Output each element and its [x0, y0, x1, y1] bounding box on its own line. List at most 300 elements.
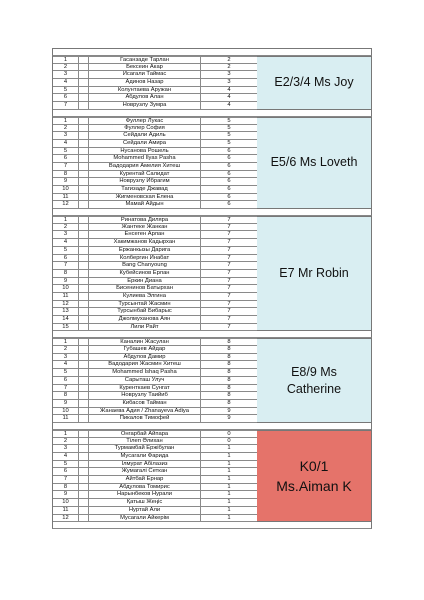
empty-cell: [79, 171, 89, 178]
empty-cell: [79, 324, 89, 331]
grade-cell: 7: [201, 239, 258, 246]
table-row: [53, 285, 258, 293]
empty-cell: [79, 408, 89, 415]
table-row: [53, 468, 258, 476]
grade-cell: 9: [201, 415, 258, 422]
empty-cell: [79, 178, 89, 185]
grade-cell: 7: [201, 217, 258, 223]
table-row: [53, 270, 258, 278]
table-row: [53, 255, 258, 263]
student-name: Гасанзаде Тарлан: [89, 57, 201, 63]
row-number: 2: [53, 224, 79, 231]
student-name: Абдулова Томирис: [89, 484, 201, 491]
student-name: Адинов Назар: [89, 79, 201, 86]
spacer-row: [52, 331, 372, 338]
empty-cell: [79, 453, 89, 460]
row-number: 10: [53, 285, 79, 292]
class-group: [52, 117, 372, 209]
grade-cell: 6: [201, 171, 258, 178]
table-row: [53, 155, 258, 163]
class-label: E7 Mr Robin: [257, 216, 372, 331]
table-row: [53, 415, 258, 423]
table-row: [53, 301, 258, 309]
row-number: 3: [53, 354, 79, 361]
table-row: [53, 224, 258, 232]
grade-cell: 5: [201, 118, 258, 124]
grade-cell: 1: [201, 515, 258, 522]
student-name: Тілеп Әлихан: [89, 438, 201, 445]
table-row: [53, 461, 258, 469]
student-name: Нусанова Рошель: [89, 148, 201, 155]
empty-cell: [79, 231, 89, 238]
student-name: Колбергин Инабат: [89, 255, 201, 262]
grade-cell: 0: [201, 431, 258, 437]
empty-cell: [79, 339, 89, 345]
table-row: [53, 125, 258, 133]
student-name: Сарыташ Улуч: [89, 377, 201, 384]
student-name: Сейдали Адиль: [89, 132, 201, 139]
grade-cell: 6: [201, 178, 258, 185]
empty-cell: [79, 346, 89, 353]
row-number: 10: [53, 408, 79, 415]
row-number: 5: [53, 461, 79, 468]
table-row: [53, 408, 258, 416]
row-number: 9: [53, 178, 79, 185]
table-row: [53, 346, 258, 354]
class-label: E8/9 Ms Catherine: [257, 338, 372, 423]
empty-cell: [79, 239, 89, 246]
table-row: [53, 515, 258, 523]
student-name: Кибасов Тайман: [89, 400, 201, 407]
class-group: [52, 430, 372, 522]
empty-cell: [79, 94, 89, 101]
row-number: 8: [53, 270, 79, 277]
row-number: 8: [53, 392, 79, 399]
grade-cell: 7: [201, 285, 258, 292]
class-group: [52, 338, 372, 423]
class-group: [52, 216, 372, 331]
empty-cell: [79, 515, 89, 522]
row-number: 13: [53, 308, 79, 315]
grade-cell: 4: [201, 87, 258, 94]
student-list: [52, 56, 258, 110]
empty-cell: [79, 431, 89, 437]
student-name: Новрузлу Ибрагим: [89, 178, 201, 185]
grade-cell: 7: [201, 293, 258, 300]
student-name: Абдулов Дамир: [89, 354, 201, 361]
empty-cell: [79, 217, 89, 223]
grade-cell: 8: [201, 377, 258, 384]
student-name: Новрузлу Таийиб: [89, 392, 201, 399]
student-name: Губашев Айдар: [89, 346, 201, 353]
spacer-row: [52, 110, 372, 117]
row-number: 12: [53, 515, 79, 522]
row-number: 6: [53, 377, 79, 384]
table-row: [53, 324, 258, 332]
empty-cell: [79, 102, 89, 109]
grade-cell: 8: [201, 354, 258, 361]
row-number: 10: [53, 186, 79, 193]
empty-cell: [79, 163, 89, 170]
empty-cell: [79, 499, 89, 506]
table-row: [53, 194, 258, 202]
table-row: [53, 71, 258, 79]
grade-cell: 7: [201, 324, 258, 331]
row-number: 2: [53, 125, 79, 132]
grade-cell: 3: [201, 71, 258, 78]
student-name: Mohammed Ilyas Pasha: [89, 155, 201, 162]
student-name: Онгарбай Айпара: [89, 431, 201, 437]
grade-cell: 1: [201, 461, 258, 468]
student-name: Каналин Жасулан: [89, 339, 201, 345]
table-row: [53, 499, 258, 507]
grade-cell: 6: [201, 201, 258, 208]
row-number: 6: [53, 94, 79, 101]
student-name: Вадодария Амелия Хитеш: [89, 163, 201, 170]
student-name: Абдулов Алан: [89, 94, 201, 101]
table-row: [53, 278, 258, 286]
grade-cell: 1: [201, 499, 258, 506]
row-number: 5: [53, 247, 79, 254]
table-row: [53, 64, 258, 72]
row-number: 5: [53, 87, 79, 94]
student-name: Bang Chanyoung: [89, 262, 201, 269]
empty-cell: [79, 461, 89, 468]
empty-cell: [79, 293, 89, 300]
empty-cell: [79, 140, 89, 147]
grade-cell: 8: [201, 385, 258, 392]
grade-cell: 0: [201, 438, 258, 445]
student-name: Мамай Айдын: [89, 201, 201, 208]
row-number: 8: [53, 171, 79, 178]
table-row: [53, 453, 258, 461]
student-name: Турсынбай Бибарыс: [89, 308, 201, 315]
grade-cell: 5: [201, 140, 258, 147]
row-number: 2: [53, 346, 79, 353]
student-name: Вадодария Жасмин Хитеш: [89, 361, 201, 368]
empty-cell: [79, 64, 89, 71]
grade-cell: 6: [201, 148, 258, 155]
empty-cell: [79, 255, 89, 262]
row-number: 11: [53, 293, 79, 300]
empty-cell: [79, 468, 89, 475]
student-name: Жумагалі Сеткан: [89, 468, 201, 475]
student-name: Айтбай Ернар: [89, 476, 201, 483]
table-row: [53, 132, 258, 140]
row-number: 15: [53, 324, 79, 331]
table-row: [53, 438, 258, 446]
row-number: 3: [53, 445, 79, 452]
grade-cell: 7: [201, 255, 258, 262]
row-number: 2: [53, 64, 79, 71]
student-name: Еркин Диана: [89, 278, 201, 285]
empty-cell: [79, 201, 89, 208]
table-row: [53, 507, 258, 515]
table-row: [53, 262, 258, 270]
table-row: [53, 385, 258, 393]
table-row: [53, 377, 258, 385]
empty-cell: [79, 476, 89, 483]
student-name: Исагали Таймас: [89, 71, 201, 78]
table-row: [53, 79, 258, 87]
empty-cell: [79, 415, 89, 422]
empty-cell: [79, 308, 89, 315]
table-row: [53, 476, 258, 484]
grade-cell: 6: [201, 186, 258, 193]
student-name: Куренткаев Сунгат: [89, 385, 201, 392]
grade-cell: 1: [201, 476, 258, 483]
class-group: [52, 56, 372, 110]
row-number: 6: [53, 468, 79, 475]
student-list: [52, 216, 258, 331]
row-number: 11: [53, 194, 79, 201]
empty-cell: [79, 316, 89, 323]
grade-cell: 4: [201, 102, 258, 109]
table-row: [53, 178, 258, 186]
grade-cell: 1: [201, 468, 258, 475]
student-name: Ержанкызы Дарига: [89, 247, 201, 254]
empty-cell: [79, 132, 89, 139]
row-number: 1: [53, 339, 79, 345]
row-number: 4: [53, 453, 79, 460]
grade-cell: 5: [201, 125, 258, 132]
student-name: Бисенинов Батырхан: [89, 285, 201, 292]
table-row: [53, 308, 258, 316]
grade-cell: 7: [201, 308, 258, 315]
grade-cell: 8: [201, 346, 258, 353]
grade-cell: 1: [201, 491, 258, 498]
row-number: 11: [53, 415, 79, 422]
table-row: [53, 354, 258, 362]
row-number: 5: [53, 369, 79, 376]
student-name: Кулиева Элгина: [89, 293, 201, 300]
empty-cell: [79, 79, 89, 86]
grade-cell: 7: [201, 270, 258, 277]
table-row: [53, 293, 258, 301]
empty-cell: [79, 392, 89, 399]
class-label: E2/3/4 Ms Joy: [257, 56, 372, 110]
table-row: [53, 201, 258, 209]
class-roster-sheet: [52, 48, 372, 529]
empty-cell: [79, 377, 89, 384]
table-row: [53, 338, 258, 346]
grade-cell: 1: [201, 507, 258, 514]
grade-cell: 2: [201, 64, 258, 71]
row-number: 9: [53, 278, 79, 285]
grade-cell: 1: [201, 445, 258, 452]
class-label: K0/1 Ms.Aiman K: [257, 430, 372, 522]
row-number: 7: [53, 102, 79, 109]
table-row: [53, 140, 258, 148]
row-number: 5: [53, 148, 79, 155]
table-row: [53, 56, 258, 64]
grade-cell: 7: [201, 224, 258, 231]
table-row: [53, 400, 258, 408]
spacer-row: [52, 48, 372, 56]
row-number: 4: [53, 239, 79, 246]
row-number: 7: [53, 476, 79, 483]
grade-cell: 8: [201, 339, 258, 345]
grade-cell: 7: [201, 301, 258, 308]
empty-cell: [79, 224, 89, 231]
student-name: Жигменовская Елена: [89, 194, 201, 201]
student-name: Бексеин Акар: [89, 64, 201, 71]
grade-cell: 8: [201, 400, 258, 407]
student-name: Лили Райт: [89, 324, 201, 331]
table-row: [53, 148, 258, 156]
grade-cell: 7: [201, 278, 258, 285]
student-name: Кубейсинов Ерлан: [89, 270, 201, 277]
table-row: [53, 87, 258, 95]
row-number: 3: [53, 132, 79, 139]
empty-cell: [79, 57, 89, 63]
table-row: [53, 239, 258, 247]
empty-cell: [79, 484, 89, 491]
table-row: [53, 216, 258, 224]
row-number: 6: [53, 155, 79, 162]
empty-cell: [79, 438, 89, 445]
student-name: Колунтаева Аружан: [89, 87, 201, 94]
student-name: Жанаева Адия / Zhanayeva Adiya: [89, 408, 201, 415]
empty-cell: [79, 301, 89, 308]
student-name: Турмамбай Ержібулан: [89, 445, 201, 452]
empty-cell: [79, 148, 89, 155]
empty-cell: [79, 445, 89, 452]
table-row: [53, 247, 258, 255]
student-name: Хакимжанов Кадырхан: [89, 239, 201, 246]
student-name: Ілмурат Абілазиз: [89, 461, 201, 468]
student-list: [52, 117, 258, 209]
empty-cell: [79, 247, 89, 254]
spacer-row: [52, 209, 372, 216]
grade-cell: 9: [201, 408, 258, 415]
student-name: Нуртай Али: [89, 507, 201, 514]
table-row: [53, 369, 258, 377]
grade-cell: 4: [201, 94, 258, 101]
row-number: 10: [53, 499, 79, 506]
student-name: Джолмуханова Аян: [89, 316, 201, 323]
empty-cell: [79, 155, 89, 162]
grade-cell: 7: [201, 231, 258, 238]
table-row: [53, 392, 258, 400]
table-row: [53, 316, 258, 324]
empty-cell: [79, 125, 89, 132]
grade-cell: 8: [201, 392, 258, 399]
table-row: [53, 445, 258, 453]
table-row: [53, 102, 258, 110]
row-number: 6: [53, 255, 79, 262]
student-name: Қатыш Жеңіс: [89, 499, 201, 506]
row-number: 3: [53, 71, 79, 78]
grade-cell: 1: [201, 484, 258, 491]
student-name: Фуллер Лукас: [89, 118, 201, 124]
empty-cell: [79, 262, 89, 269]
table-row: [53, 163, 258, 171]
student-name: Мусагали Фарида: [89, 453, 201, 460]
row-number: 7: [53, 163, 79, 170]
empty-cell: [79, 369, 89, 376]
table-row: [53, 171, 258, 179]
empty-cell: [79, 354, 89, 361]
grade-cell: 2: [201, 57, 258, 63]
row-number: 7: [53, 262, 79, 269]
row-number: 14: [53, 316, 79, 323]
row-number: 9: [53, 491, 79, 498]
student-list: [52, 338, 258, 423]
empty-cell: [79, 507, 89, 514]
class-label: E5/6 Ms Loveth: [257, 117, 372, 209]
table-row: [53, 117, 258, 125]
row-number: 9: [53, 400, 79, 407]
empty-cell: [79, 400, 89, 407]
student-name: Курентай Салидат: [89, 171, 201, 178]
student-name: Новрузлу Зумра: [89, 102, 201, 109]
row-number: 8: [53, 484, 79, 491]
grade-cell: 6: [201, 194, 258, 201]
empty-cell: [79, 278, 89, 285]
grade-cell: 5: [201, 132, 258, 139]
row-number: 1: [53, 118, 79, 124]
student-name: Ринатова Диляра: [89, 217, 201, 223]
table-row: [53, 491, 258, 499]
empty-cell: [79, 285, 89, 292]
student-name: Мусагали Айкерім: [89, 515, 201, 522]
table-row: [53, 484, 258, 492]
row-number: 3: [53, 231, 79, 238]
row-number: 4: [53, 79, 79, 86]
empty-cell: [79, 361, 89, 368]
grade-cell: 8: [201, 369, 258, 376]
row-number: 1: [53, 57, 79, 63]
grade-cell: 6: [201, 163, 258, 170]
empty-cell: [79, 87, 89, 94]
empty-cell: [79, 385, 89, 392]
empty-cell: [79, 71, 89, 78]
table-row: [53, 94, 258, 102]
row-number: 1: [53, 217, 79, 223]
student-name: Турсынтай Жасмин: [89, 301, 201, 308]
student-name: Тагизаде Джавад: [89, 186, 201, 193]
grade-cell: 7: [201, 247, 258, 254]
row-number: 2: [53, 438, 79, 445]
table-row: [53, 186, 258, 194]
student-name: Mohammed Ishaq Pasha: [89, 369, 201, 376]
empty-cell: [79, 186, 89, 193]
student-name: Енсеген Арлан: [89, 231, 201, 238]
row-number: 12: [53, 301, 79, 308]
student-name: Сейдали Амира: [89, 140, 201, 147]
grade-cell: 7: [201, 262, 258, 269]
row-number: 4: [53, 140, 79, 147]
table-row: [53, 231, 258, 239]
student-name: Пикалов Тимофей: [89, 415, 201, 422]
empty-cell: [79, 194, 89, 201]
table-row: [53, 430, 258, 438]
grade-cell: 3: [201, 79, 258, 86]
row-number: 11: [53, 507, 79, 514]
spacer-row: [52, 423, 372, 430]
student-list: [52, 430, 258, 522]
row-number: 4: [53, 361, 79, 368]
spacer-row: [52, 522, 372, 529]
table-row: [53, 361, 258, 369]
row-number: 1: [53, 431, 79, 437]
grade-cell: 6: [201, 155, 258, 162]
empty-cell: [79, 118, 89, 124]
student-name: Нарынбеков Нурали: [89, 491, 201, 498]
empty-cell: [79, 270, 89, 277]
grade-cell: 7: [201, 316, 258, 323]
